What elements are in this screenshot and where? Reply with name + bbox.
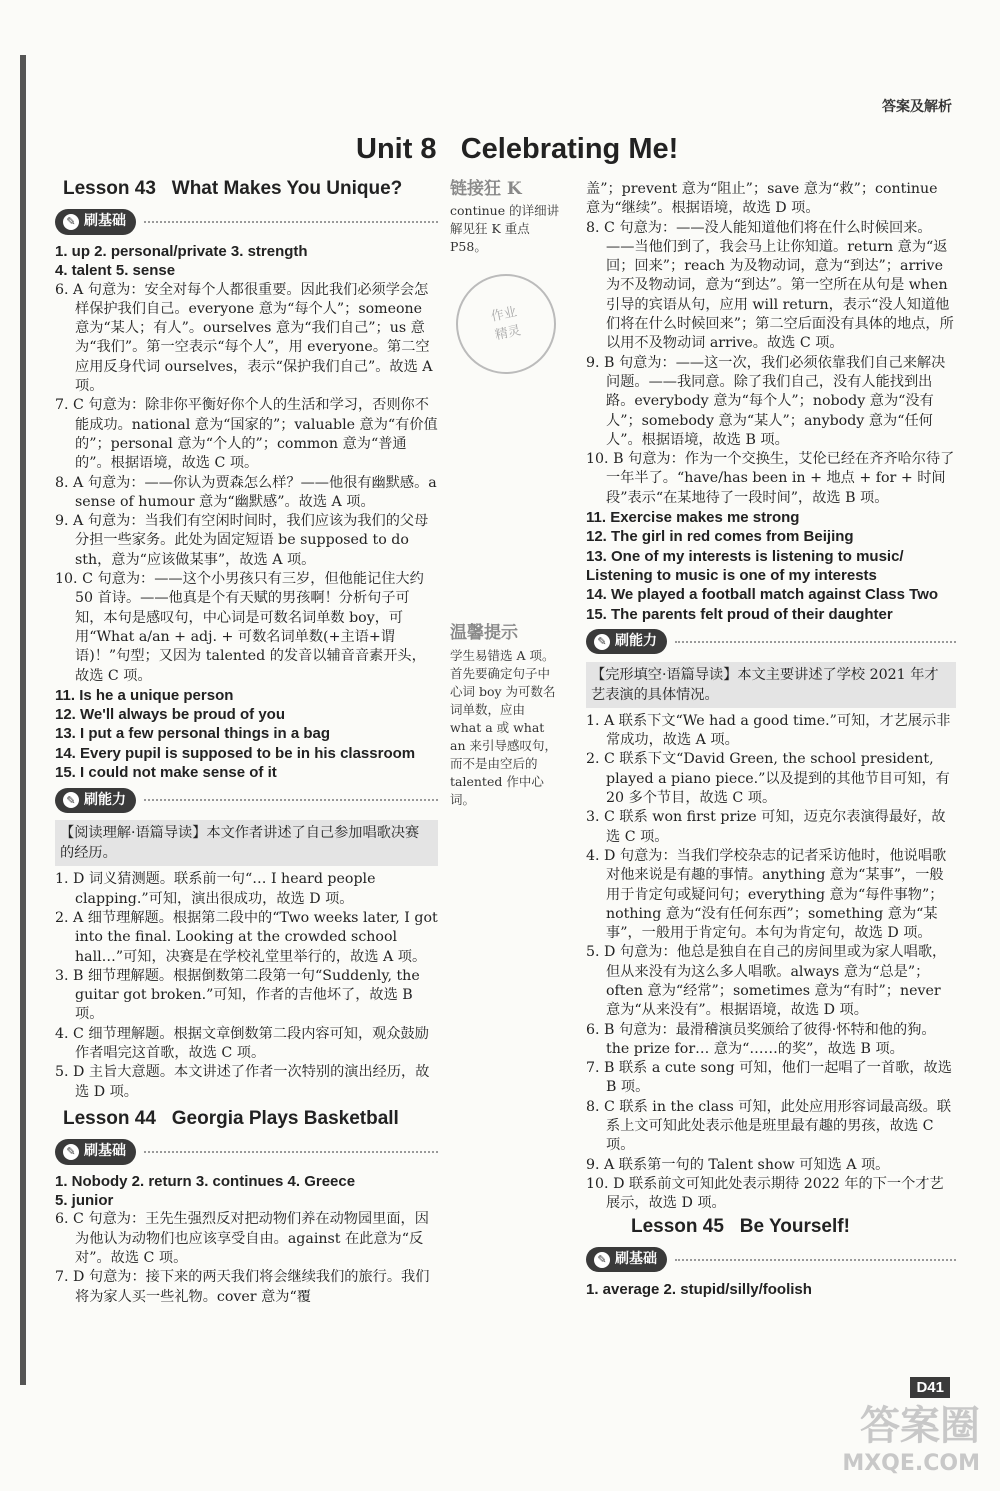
answer-item: 7. C 句意为：除非你平衡好你个人的生活和学习，否则你不能成功。national 意为“国家的”；valuable 意为“有价值的”；personal 意为“个人的”；common 意为“普通的”。根据语境，故选 C 项。	[55, 397, 438, 472]
answer-item: 9. A 联系第一句的 Talent show 可知选 A 项。	[586, 1156, 890, 1173]
answer-item: 8. A 句意为：——你认为贾森怎么样？——他很有幽默感。a sense of humour 意为“幽默感”。故选 A 项。	[55, 474, 437, 510]
pencil-icon: ✎	[594, 1252, 610, 1268]
reading-guide: 【阅读理解·语篇导读】本文作者讲述了自己参加唱歌决赛的经历。	[55, 820, 438, 866]
sentence-answer: 11. Is he a unique person	[55, 686, 234, 704]
tip-text: 学生易错选 A 项。首先要确定句子中心词 boy 为可数名词单数，应由 what a 或 what an 来引导感叹句，而不是由空后的 talented 作中心词。	[450, 647, 557, 807]
watermark-logo: 答案圈 MXQE.COM	[842, 1403, 980, 1476]
answer-item: 5. D 主旨大意题。本文讲述了作者一次特别的演出经历，故选 D 项。	[55, 1064, 430, 1100]
section-label: 答案及解析	[882, 99, 952, 115]
basic-answer-line: 1. up 2. personal/private 3. strength	[55, 243, 308, 260]
tip-title: 温馨提示	[450, 623, 518, 644]
badge-basic: ✎ 刷基础	[55, 1138, 438, 1166]
pencil-icon: ✎	[63, 214, 79, 230]
answer-item: 8. C 联系 in the class 可知，此处应用形容词最高级。联系上文可知此处表示他是班里最有趣的男孩，故选 C 项。	[586, 1098, 952, 1154]
lesson-43-title: Lesson 43 What Makes You Unique?	[63, 178, 403, 199]
basic-answer-line: 5. junior	[55, 1192, 114, 1210]
sentence-answer: 12. We'll always be proud of you	[55, 706, 286, 724]
answer-item: 5. D 句意为：他总是独自在自己的房间里或为家人唱歌，但从来没有为这么多人唱歌。always 意为“总是”；often 意为“经常”；sometimes 意为“有时”；never 意为“从来没有”。根据语境，故选 D 项。	[586, 944, 947, 1019]
answer-item: 10. C 句意为：——这个小男孩只有三岁，但他能记住大约 50 首诗。——他真是个有天赋的男孩啊！分析句子可知，本句是感叹句，中心词是可数名词单数 boy，可用“What a/an + adj. + 可数名词单数(+主语+谓语)！”句型；又因为 talented 的发音以辅音音素开头，故选 C 项。	[55, 571, 426, 684]
answer-item: 2. C 联系下文“David Green, the school president, played a piano piece.”以及提到的其他节目可知，有 20 多个节目，故选 C 项。	[586, 751, 950, 807]
answer-item: 1. D 词义猜测题。联系前一句“… I heard people clapping.”可知，演出很成功，故选 D 项。	[55, 871, 376, 907]
page-number: D41	[910, 1377, 950, 1398]
answer-item: 9. B 句意为：——这一次，我们必须依靠我们自己来解决问题。——我同意。除了我们自己，没有人能找到出路。everybody 意为“每个人”；nobody 意为“没有人”；somebody 意为“某人”；anybody 意为“任何人”。根据语境，故选 B 项。	[586, 354, 946, 448]
badge-basic: ✎ 刷基础	[586, 1246, 956, 1274]
sentence-answer: 15. I could not make sense of it	[55, 764, 277, 782]
answer-item: 9. A 句意为：当我们有空闲时间时，我们应该为我们的父母分担一些家务。此处为固定短语 be supposed to do sth，意为“应该做某事”，故选 A 项。	[55, 513, 429, 568]
basic-answer-line: 1. Nobody 2. return 3. continues 4. Greece	[55, 1172, 356, 1190]
badge-ability: ✎ 刷能力	[55, 786, 438, 814]
badge-basic: ✎ 刷基础	[55, 208, 438, 236]
sentence-answer: 13. One of my interests is listening to music/ Listening to music is one of my interests	[586, 547, 904, 584]
answer-item: 10. B 句意为：作为一个交换生，艾伦已经在齐齐哈尔待了一年半了。“have/has been in + 地点 + for + 时间段”表示“在某地待了一段时间”，故选 B 项。	[586, 451, 955, 506]
answer-item: 6. B 句意为：最滑稽演员奖颁给了彼得·怀特和他的狗。the prize for… 意为“……的奖”，故选 B 项。	[586, 1021, 936, 1057]
side-notes	[450, 180, 560, 809]
answer-item: 6. A 句意为：安全对每个人都很重要。因此我们必须学会怎样保护我们自己。everyone 意为“每个人”；someone 意为“某人；有人”。ourselves 意为“我们自己”；us 意为“我们”。第一空表示“每个人”，用 everyone。第二空应用反身代词 ourselves，表示“保护我们自己”。故选 A 项。	[55, 281, 433, 395]
badge-ability: ✎ 刷能力	[586, 628, 956, 656]
lesson-44-title: Lesson 44 Georgia Plays Basketball	[63, 1107, 399, 1129]
sentence-answer: 11. Exercise makes me strong	[586, 509, 800, 527]
answer-item: 4. C 细节理解题。根据文章倒数第二段内容可知，观众鼓励作者唱完这首歌，故选 C 项。	[55, 1025, 429, 1061]
answer-item: 3. C 联系 won first prize 可知，迈克尔表演得最好，故选 C 项。	[586, 809, 946, 845]
answer-item: 7. D 句意为：接下来的两天我们将会继续我们的旅行。我们将为家人买一些礼物。cover 意为“覆	[55, 1269, 430, 1305]
pencil-icon: ✎	[63, 792, 79, 808]
answer-item: 10. D 联系前文可知此处表示期待 2022 年的下一个才艺展示，故选 D 项。	[586, 1175, 944, 1212]
sentence-answer: 12. The girl in red comes from Beijing	[586, 528, 854, 546]
sentence-answer: 14. Every pupil is supposed to be in his classroom	[55, 744, 416, 762]
cloze-guide: 【完形填空·语篇导读】本文主要讲述了学校 2021 年才艺表演的具体情况。	[586, 662, 956, 708]
answer-item: 盖”；prevent 意为“阻止”；save 意为“救”；continue 意为“继续”。根据语境，故选 D 项。	[586, 181, 938, 217]
link-note-title: 链接狂 K	[450, 179, 522, 199]
answer-item: 7. B 联系 a cute song 可知，他们一起唱了一首歌，故选 B 项。	[586, 1060, 952, 1096]
answer-item: 4. D 句意为：当我们学校杂志的记者采访他时，他说唱歌对他来说是有趣的事情。anything 意为“某事”，一般用于肯定句或疑问句；everything 意为“每件事物”；nothing 意为“没有任何东西”；something 意为“某事”，一般用于肯定句。本句为肯定句，故选 D 项。	[586, 847, 947, 942]
basic-answer-line: 4. talent 5. sense	[55, 262, 176, 280]
unit-title: Unit 8 Celebrating Me!	[356, 133, 679, 165]
answer-item: 3. B 细节理解题。根据倒数第二段第一句“Suddenly, the guitar got broken.”可知，作者的吉他坏了，故选 B 项。	[55, 967, 420, 1023]
right-column	[586, 180, 956, 1299]
answer-item: 1. A 联系下文“We had a good time.”可知，才艺展示非常成功，故选 A 项。	[586, 712, 951, 749]
answer-item: 8. C 句意为：——没人能知道他们将在什么时候回来。——当他们到了，我会马上让你知道。return 意为“返回；回来”；reach 为及物动词，意为“到达”；arrive 为不及物动词，意为“到达”。第一空所在从句是 when 引导的宾语从句，应用 will return，表示“没人知道他们将在什么时候回来”；第二空后面没有具体的地点，所以用不及物动词 arrive。故选 C 项。	[586, 219, 954, 352]
answer-item: 2. A 细节理解题。根据第二段中的“Two weeks later, I got into the final. Looking at the crowded school hall…”可知，决赛是在学校礼堂里举行的，故选 A 项。	[55, 909, 438, 965]
basic-answer-line: 1. average 2. stupid/silly/foolish	[586, 1280, 812, 1298]
sentence-answer: 13. I put a few personal things in a bag	[55, 725, 331, 743]
sentence-answer: 14. We played a football match against Class Two	[586, 586, 939, 604]
pencil-icon: ✎	[63, 1144, 79, 1160]
link-note-text: continue 的详细讲解见狂 K 重点 P58。	[450, 203, 560, 255]
lesson-45-title: Lesson 45 Be Yourself!	[631, 1215, 850, 1237]
homework-stamp: 作业 精灵	[447, 265, 566, 384]
sentence-answer: 15. The parents felt proud of their daughter	[586, 605, 893, 623]
binding-bar	[20, 55, 26, 1385]
left-column	[55, 176, 438, 1307]
pencil-icon: ✎	[594, 634, 610, 650]
answer-item: 6. C 句意为：王先生强烈反对把动物们养在动物园里面，因为他认为动物们也应该享受自由。against 在此意为“反对”。故选 C 项。	[55, 1211, 429, 1267]
